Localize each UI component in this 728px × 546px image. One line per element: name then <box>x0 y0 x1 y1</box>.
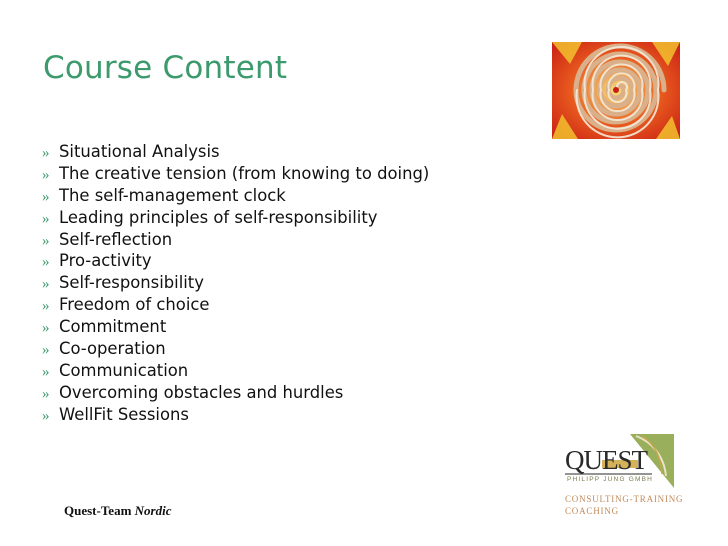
bullet-marker: » <box>42 254 50 271</box>
logo-tagline-2: COACHING <box>565 506 619 516</box>
list-item <box>42 316 429 338</box>
bullet-marker: » <box>42 276 50 293</box>
list-item <box>42 163 429 185</box>
footer-region: Nordic <box>134 503 172 518</box>
list-item-text: Freedom of choice <box>59 295 210 315</box>
bullet-marker: » <box>42 320 50 337</box>
list-item <box>42 229 429 251</box>
bullet-marker: » <box>42 232 50 249</box>
logo-wordmark: QUEST <box>565 445 647 475</box>
list-item-text: Self-reflection <box>59 229 173 249</box>
list-item-text: Self-responsibility <box>59 273 204 293</box>
list-item <box>42 207 429 229</box>
list-item-text: Co-operation <box>59 339 166 359</box>
logo-tagline-1: CONSULTING-TRAINING <box>565 494 684 504</box>
bullet-marker: » <box>42 298 50 315</box>
course-content-list <box>42 141 429 426</box>
bullet-marker: » <box>42 166 50 183</box>
footer <box>64 503 172 519</box>
list-item-text: Commitment <box>59 317 167 337</box>
bullet-marker: » <box>42 188 50 205</box>
bullet-marker: » <box>42 145 50 161</box>
list-item <box>42 338 429 360</box>
footer-team: Quest-Team <box>64 503 132 518</box>
list-item-text: WellFit Sessions <box>59 404 189 424</box>
list-item-text: The self-management clock <box>59 185 286 205</box>
bullet-marker: » <box>42 407 50 424</box>
list-item-text: Communication <box>59 360 189 380</box>
bullet-marker: » <box>42 210 50 227</box>
list-item <box>42 360 429 382</box>
logo-tagline <box>565 493 683 517</box>
list-item-text: Overcoming obstacles and hurdles <box>59 382 344 402</box>
spiral-image <box>552 42 680 139</box>
list-item <box>42 404 429 426</box>
list-item <box>42 185 429 207</box>
bullet-marker: » <box>42 363 50 380</box>
list-item <box>42 272 429 294</box>
list-item-text: The creative tension (from knowing to doing) <box>59 163 430 183</box>
list-item-text: Leading principles of self-responsibility <box>59 207 378 227</box>
bullet-marker: » <box>42 385 50 402</box>
list-item <box>42 382 429 404</box>
slide-title: Course Content <box>43 50 288 86</box>
bullet-marker: » <box>42 342 50 359</box>
list-item <box>42 250 429 272</box>
quest-logo <box>560 430 685 520</box>
list-item <box>42 294 429 316</box>
list-item-text: Pro-activity <box>59 251 152 271</box>
list-item <box>42 141 429 163</box>
logo-subtitle: PHILIPP JUNG GMBH <box>567 476 654 483</box>
list-item-text: Situational Analysis <box>59 142 220 161</box>
